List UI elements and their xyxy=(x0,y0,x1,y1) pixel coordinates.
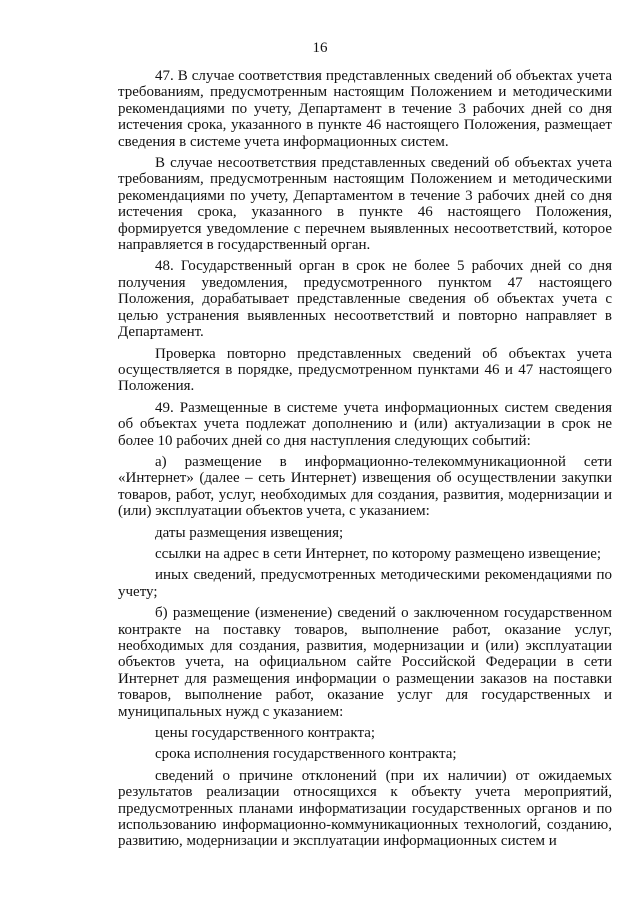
paragraph-47-noncompliance: В случае несоответствия представленных сведений об объектах учета требованиям, предусмотренным настоящим Положением и методическими рекомендациями по учету, Департаментом в течение 3 рабочих дней со дня истечения срока, указанного в пункте 46 настоящего Положения, формируется уведомление с перечнем выявленных несоответствий, которое направляется в государственный орган. xyxy=(118,155,612,254)
paragraph-49-item-a: а) размещение в информационно-телекоммуникационной сети «Интернет» (далее – сеть Интернет) извещения об осуществлении закупки товаров, работ, услуг, необходимых для создания, развития, модернизации и (или) эксплуатации объектов учета, с указанием: xyxy=(118,453,612,520)
paragraph-47: 47. В случае соответствия представленных сведений об объектах учета требованиям, предусмотренным настоящим Положением и методическими рекомендациями по учету, Департамент в течение 3 рабочих дней со дня истечения срока, указанного в пункте 46 настоящего Положения, размещает сведения в системе учета информационных систем. xyxy=(118,68,612,150)
document-body xyxy=(118,68,612,850)
paragraph-48: 48. Государственный орган в срок не более 5 рабочих дней со дня получения уведомления, предусмотренного пунктом 47 настоящего Положения, дорабатывает представленные сведения об объектах учета с целью устранения выявленных несоответствий и повторно направляет в Департамент. xyxy=(118,258,612,341)
list-item: цены государственного контракта; xyxy=(155,725,376,742)
list-item: срока исполнения государственного контракта; xyxy=(155,746,457,763)
page-number: 16 xyxy=(312,40,328,56)
list-item: сведений о причине отклонений (при их наличии) от ожидаемых результатов реализации относящихся к объекту учета мероприятий, предусмотренных планами информатизации государственных органов и по использованию информационно-коммуникационных технологий, созданию, развитию, модернизации и эксплуатации информационных систем и xyxy=(118,767,612,850)
paragraph-49: 49. Размещенные в системе учета информационных систем сведения об объектах учета подлежат дополнению и (или) актуализации в срок не более 10 рабочих дней со дня наступления следующих событий: xyxy=(118,399,612,449)
paragraph-49-item-b: б) размещение (изменение) сведений о заключенном государственном контракте на поставку товаров, выполнение работ, оказание услуг, необходимых для создания, развития, модернизации и (или) эксплуатации объектов учета, на официальном сайте Российской Федерации в сети Интернет для размещения информации о размещении заказов на поставки товаров, выполнение работ, оказание услуг для государственных и муниципальных нужд с указанием: xyxy=(118,605,612,720)
list-item: даты размещения извещения; xyxy=(155,524,344,541)
paragraph-48-recheck: Проверка повторно представленных сведений об объектах учета осуществляется в порядке, предусмотренном пунктами 46 и 47 настоящего Положения. xyxy=(118,345,612,395)
list-item: ссылки на адрес в сети Интернет, по которому размещено извещение; xyxy=(155,545,602,562)
list-item: иных сведений, предусмотренных методическими рекомендациями по учету; xyxy=(118,567,612,600)
